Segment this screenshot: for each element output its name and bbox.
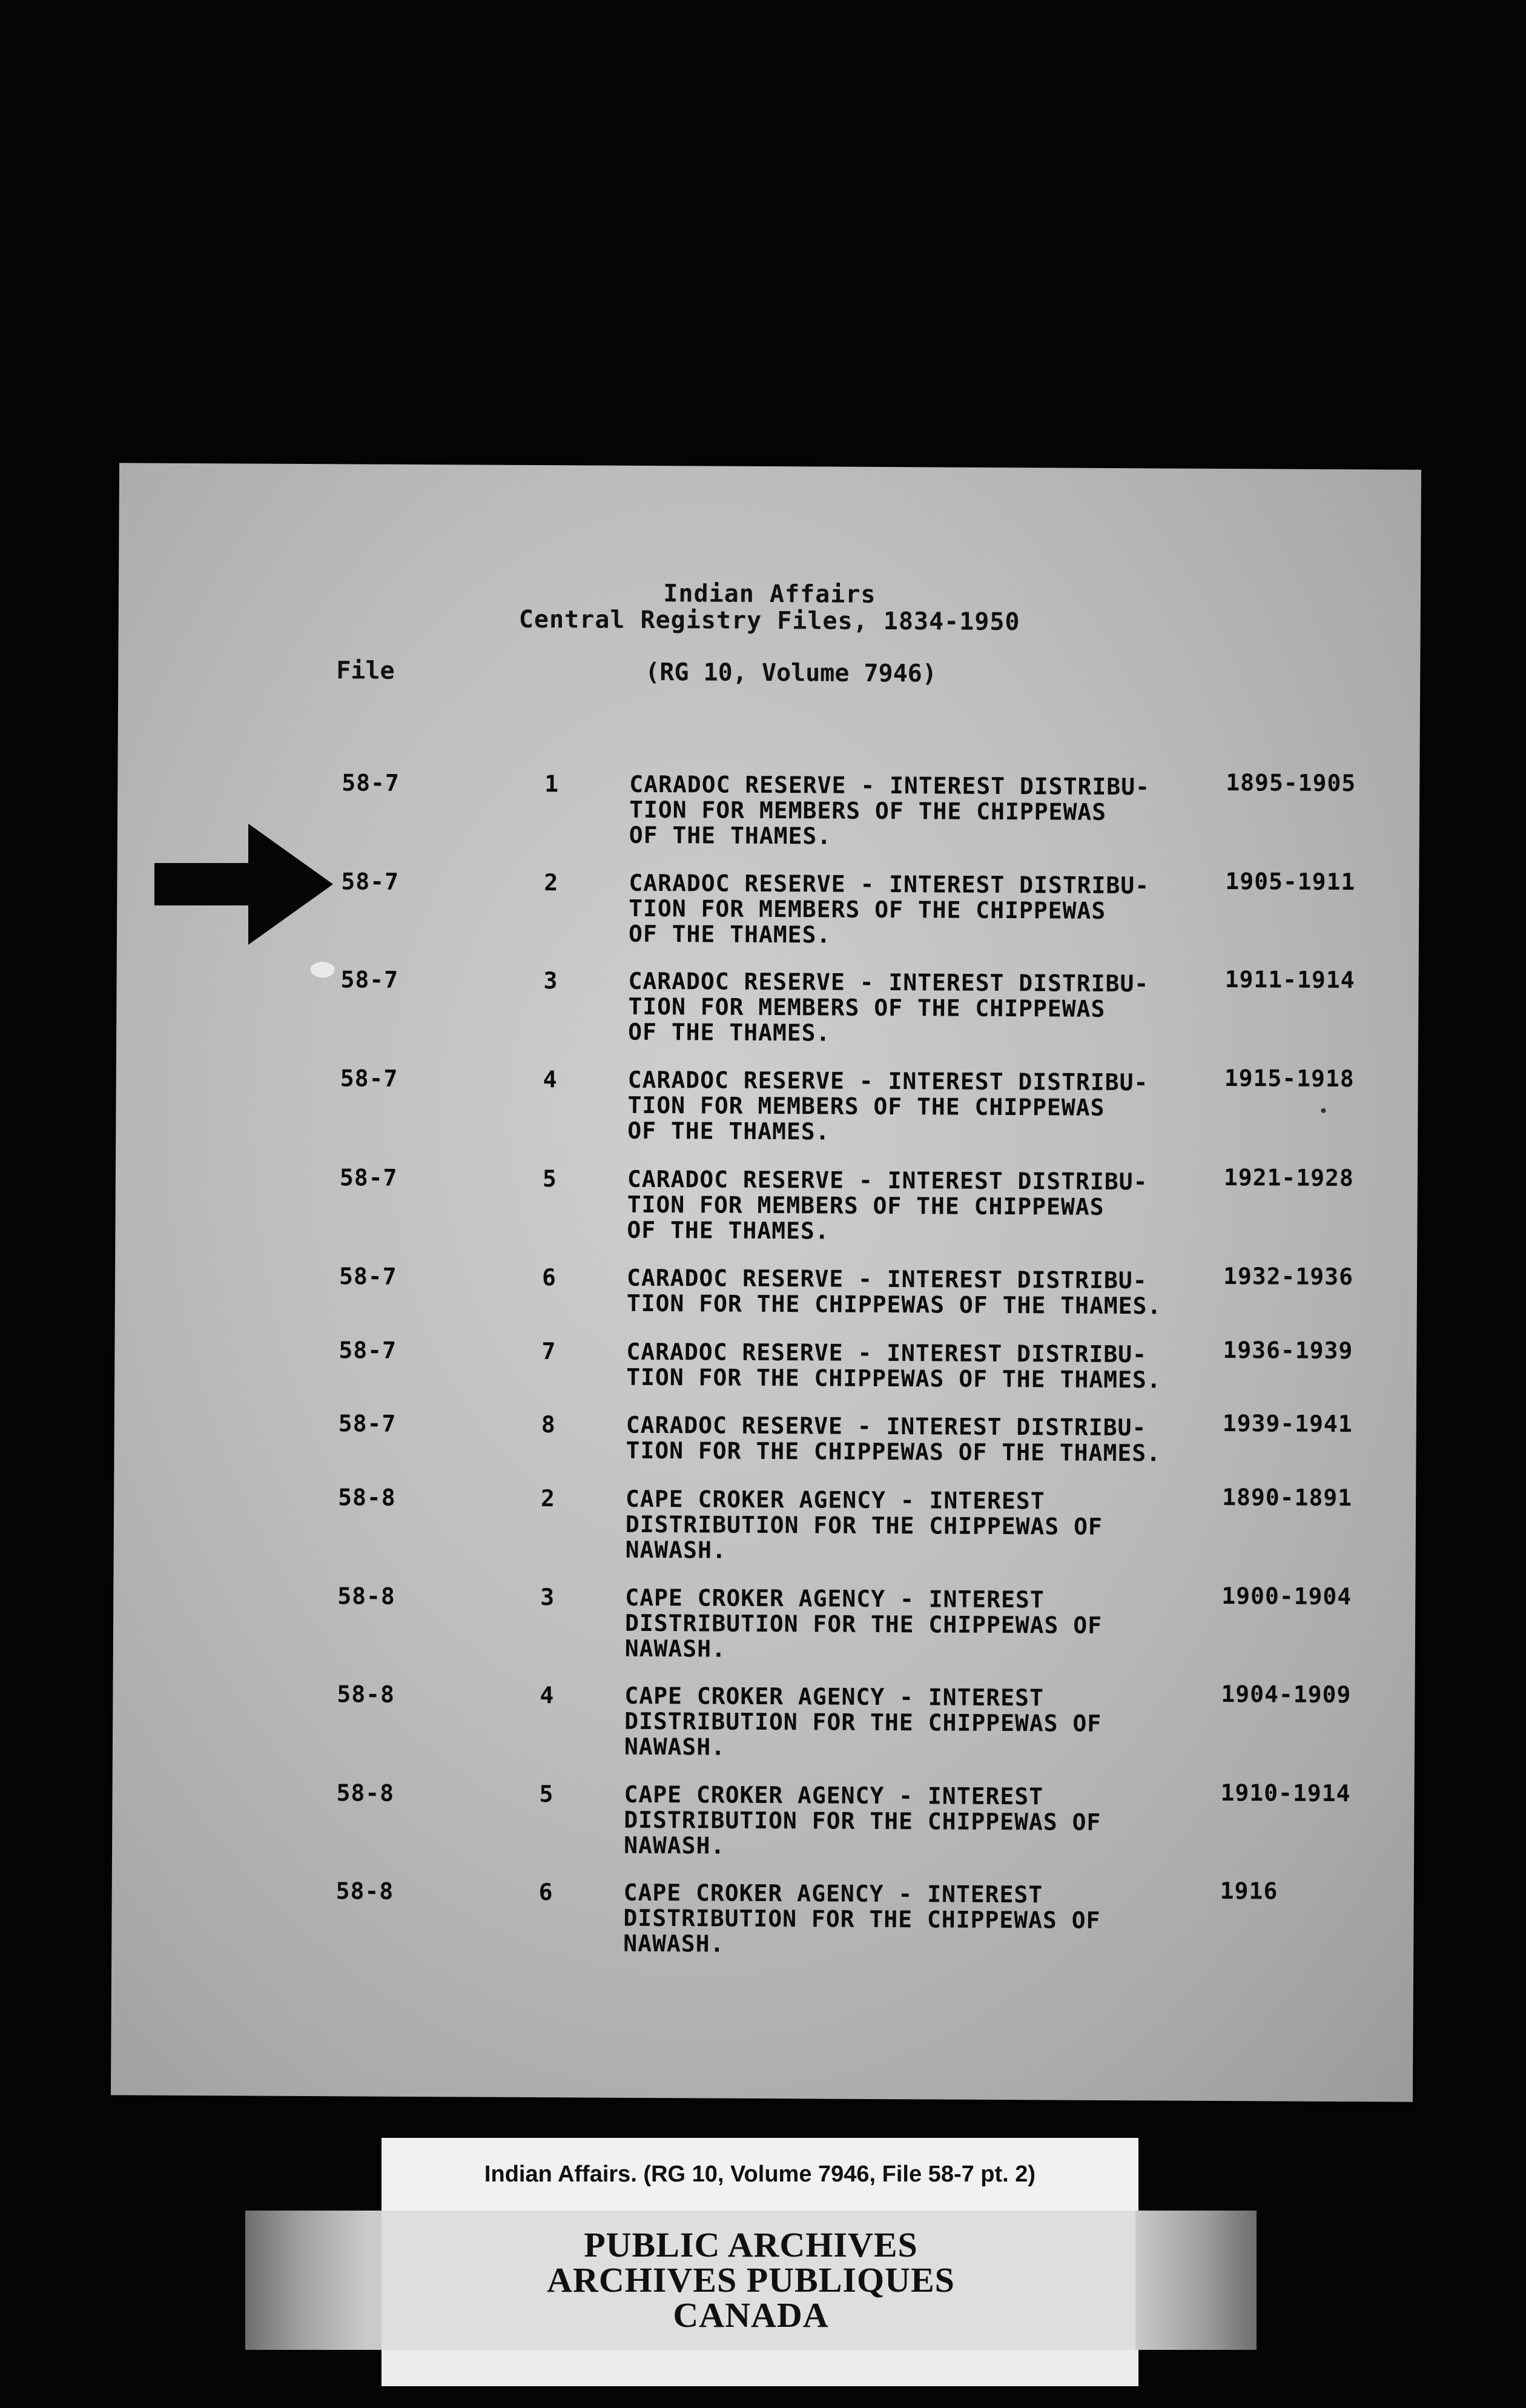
part-number: 6 [541,1264,557,1291]
file-title: CARADOC RESERVE - INTEREST DISTRIBU- TION FOR MEMBERS OF THE CHIPPEWAS OF THE THAMES. [628,869,1150,948]
file-number: 58-7 [340,1065,398,1092]
stamp-bottom-strip [382,2350,1138,2386]
file-number: 58-7 [338,1410,397,1437]
document-subtitle: Central Registry Files, 1834-1950 [518,605,1020,637]
stamp-line-canada: CANADA [673,2295,829,2335]
part-number: 3 [543,967,558,994]
part-number: 6 [538,1879,553,1906]
file-title: CARADOC RESERVE - INTEREST DISTRIBU- TION FOR THE CHIPPEWAS OF THE THAMES. [626,1411,1161,1467]
date-range: 1890-1891 [1222,1483,1353,1512]
date-range: 1905-1911 [1225,867,1356,896]
part-number: 3 [540,1584,555,1611]
file-title: CAPE CROKER AGENCY - INTEREST DISTRIBUTION FOR THE CHIPPEWAS OF NAWASH. [625,1485,1103,1564]
paper-blemish [311,962,335,977]
file-entry [116,1064,1418,1156]
file-entry [116,965,1419,1057]
document-sheet [111,463,1421,2102]
pointer-arrow-icon [154,824,336,951]
part-number: 2 [541,1485,556,1512]
file-entry [114,1483,1416,1575]
file-title: CAPE CROKER AGENCY - INTEREST DISTRIBUTION FOR THE CHIPPEWAS OF NAWASH. [624,1781,1102,1859]
paper-blemish [1321,1108,1326,1113]
date-range: 1910-1914 [1220,1779,1351,1807]
volume-reference: (RG 10, Volume 7946) [645,658,937,688]
file-number: 58-8 [337,1681,395,1708]
file-number: 58-8 [336,1779,395,1807]
date-range: 1895-1905 [1226,769,1356,797]
part-number: 1 [544,770,560,798]
archive-caption: Indian Affairs. (RG 10, Volume 7946, File 58-7 pt. 2) [382,2138,1138,2211]
file-title: CAPE CROKER AGENCY - INTEREST DISTRIBUTION FOR THE CHIPPEWAS OF NAWASH. [624,1682,1102,1761]
file-number: 58-7 [340,966,399,993]
file-entry [111,1877,1414,1968]
document-title: Indian Affairs [663,580,876,609]
part-number: 7 [541,1338,557,1365]
part-number: 5 [539,1781,554,1808]
part-number: 8 [541,1411,556,1438]
file-entry [113,1680,1415,1771]
date-range: 1916 [1220,1877,1278,1905]
date-range: 1904-1909 [1221,1680,1352,1708]
file-title: CARADOC RESERVE - INTEREST DISTRIBU- TION FOR THE CHIPPEWAS OF THE THAMES. [626,1264,1162,1320]
date-range: 1921-1928 [1223,1163,1354,1192]
date-range: 1936-1939 [1223,1336,1353,1364]
file-title: CARADOC RESERVE - INTEREST DISTRIBU- TION FOR MEMBERS OF THE CHIPPEWAS OF THE THAMES. [627,1165,1148,1245]
file-title: CARADOC RESERVE - INTEREST DISTRIBU- TION FOR MEMBERS OF THE CHIPPEWAS OF THE THAMES. [629,770,1151,850]
part-number: 4 [540,1682,555,1709]
stamp-line-public-archives: PUBLIC ARCHIVES [584,2225,918,2264]
file-number: 58-7 [339,1263,397,1290]
file-title: CARADOC RESERVE - INTEREST DISTRIBU- TION FOR MEMBERS OF THE CHIPPEWAS OF THE THAMES. [628,967,1149,1047]
file-number: 58-8 [338,1484,396,1511]
date-range: 1911-1914 [1224,965,1355,994]
stamp-line-archives-publiques: ARCHIVES PUBLIQUES [547,2260,955,2300]
date-range: 1932-1936 [1223,1262,1354,1291]
part-number: 5 [542,1165,557,1192]
file-number: 58-7 [341,868,400,895]
file-column-heading: File [336,657,395,685]
date-range: 1900-1904 [1221,1582,1352,1610]
file-title: CARADOC RESERVE - INTEREST DISTRIBU- TION FOR MEMBERS OF THE CHIPPEWAS OF THE THAMES. [627,1066,1149,1145]
file-title: CAPE CROKER AGENCY - INTEREST DISTRIBUTION FOR THE CHIPPEWAS OF NAWASH. [624,1584,1103,1662]
archive-stamp [245,2211,1257,2350]
part-number: 2 [544,869,559,896]
file-number: 58-7 [339,1337,397,1364]
date-range: 1939-1941 [1222,1409,1353,1438]
part-number: 4 [543,1066,558,1093]
file-entry [113,1582,1416,1673]
file-title: CARADOC RESERVE - INTEREST DISTRIBU- TION FOR THE CHIPPEWAS OF THE THAMES. [626,1338,1161,1394]
file-number: 58-7 [339,1164,398,1191]
file-entry [115,1163,1418,1255]
file-entry [112,1779,1415,1870]
date-range: 1915-1918 [1224,1064,1355,1093]
file-title: CAPE CROKER AGENCY - INTEREST DISTRIBUTION FOR THE CHIPPEWAS OF NAWASH. [623,1879,1101,1957]
file-number: 58-7 [342,769,400,796]
file-number: 58-8 [337,1583,395,1610]
file-number: 58-8 [335,1877,394,1905]
